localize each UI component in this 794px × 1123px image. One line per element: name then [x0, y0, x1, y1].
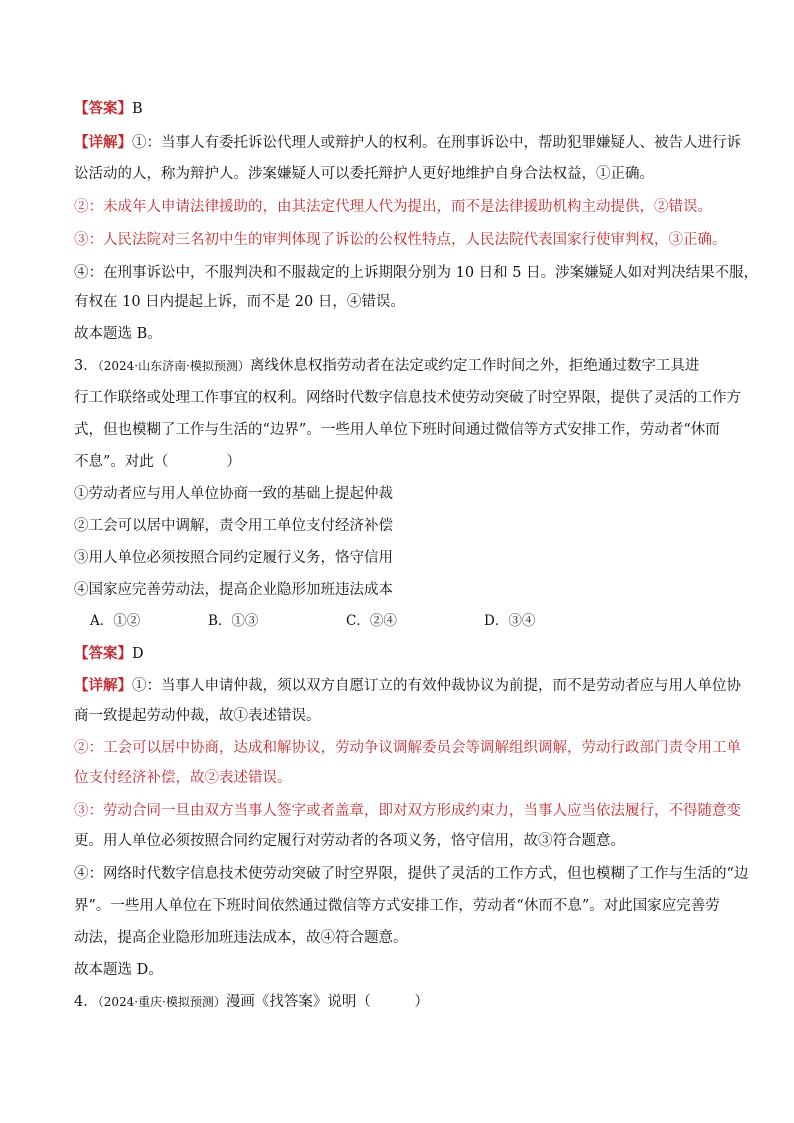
q2-explain-item2: ②：未成年人申请法律援助的，由其法定代理人代为提出，而不是法律援助机构主动提供，②错误。 [74, 199, 712, 215]
q3-explain-item2-line1: ②：工会可以居中协商，达成和解协议，劳动争议调解委员会等调解组织调解，劳动行政部门责令用工单 [74, 740, 741, 756]
question-source: （2024·山东济南·模拟预测） [97, 359, 250, 373]
q3-answer-line [74, 644, 144, 664]
q3-stem-line3: 式，但也模糊了工作与生活的“边界”。一些用人单位下班时间通过微信等方式安排工作，劳动者“休而 [74, 422, 720, 438]
q3-option-b: B．①③ [208, 613, 259, 629]
q3-option-d: D．③④ [484, 613, 536, 629]
q3-stem-line2: 行工作联络或处理工作事宜的权利。网络时代数字信息技术使劳动突破了时空界限，提供了灵活的工作方 [74, 390, 741, 406]
answer-label: 【答案】 [74, 645, 132, 662]
q3-explain-item4-line3: 动法，提高企业隐形加班违法成本，故④符合题意。 [74, 930, 408, 946]
q3-explain-item2-line2: 位支付经济补偿，故②表述错误。 [74, 770, 292, 786]
q2-explain-item4-line2: 有权在 10 日内提起上诉，而不是 20 日，④错误。 [74, 294, 405, 310]
q3-explain-item1-line2: 商一致提起劳动仲裁，故①表述错误。 [74, 708, 321, 724]
q3-statement-4: ④国家应完善劳动法，提高企业隐形加班违法成本 [74, 582, 393, 598]
q3-explain-item4-line2: 界”。一些用人单位在下班时间依然通过微信等方式安排工作，劳动者“休而不息”。对此国家应完善劳 [74, 898, 720, 914]
q3-statement-1: ①劳动者应与用人单位协商一致的基础上提起仲裁 [74, 486, 393, 502]
answer-value: B [132, 101, 143, 117]
q3-statement-3: ③用人单位必须按照合同约定履行义务，恪守信用 [74, 550, 393, 566]
stem-text: 离线休息权指劳动者在法定或约定工作时间之外，拒绝通过数字工具进 [249, 358, 700, 374]
q2-explain-item4-line1: ④：在刑事诉讼中，不服判决和不服裁定的上诉期限分别为 10 日和 5 日。涉案嫌疑人如对判决结果不服， [74, 265, 759, 281]
q3-stem-line1 [74, 356, 699, 376]
q3-explain-item1-line1 [74, 676, 741, 696]
q3-explain-item3-line2: 更。用人单位必须按照合同约定履行对劳动者的各项义务，恪守信用，故③符合题意。 [74, 833, 625, 849]
stem-text: 漫画《找答案》说明（ ） [225, 994, 429, 1010]
q2-answer-line [74, 99, 143, 119]
explain-label: 【详解】 [74, 134, 132, 151]
q3-option-a: A．①② [90, 613, 141, 629]
q2-conclusion: 故本题选 B。 [74, 326, 162, 342]
answer-value: D [132, 646, 144, 662]
explain-text: ①：当事人有委托诉讼代理人或辩护人的权利。在刑事诉讼中，帮助犯罪嫌疑人、被告人进行诉 [132, 135, 741, 151]
answer-label: 【答案】 [74, 100, 132, 117]
q3-statement-2: ②工会可以居中调解，责令用工单位支付经济补偿 [74, 518, 393, 534]
explain-label: 【详解】 [74, 677, 132, 694]
q2-explain-item3: ③：人民法院对三名初中生的审判体现了诉讼的公权性特点，人民法院代表国家行使审判权，③正确。 [74, 232, 727, 248]
q3-explain-item4-line1: ④：网络时代数字信息技术使劳动突破了时空界限，提供了灵活的工作方式，但也模糊了工作与生活的“边 [74, 866, 749, 882]
explain-text: ①：当事人申请仲裁，须以双方自愿订立的有效仲裁协议为前提，而不是劳动者应与用人单位协 [132, 678, 741, 694]
q2-explain-item1-line1 [74, 133, 741, 153]
q3-stem-line4: 不息”。对此（ ） [74, 454, 241, 470]
q3-option-c: C．②④ [346, 613, 397, 629]
q3-explain-item3-line1: ③：劳动合同一旦由双方当事人签字或者盖章，即对双方形成约束力，当事人应当依法履行，不得随意变 [74, 803, 741, 819]
q2-explain-item1-line2: 讼活动的人，称为辩护人。涉案嫌疑人可以委托辩护人更好地维护自身合法权益，①正确。 [74, 166, 654, 182]
question-number: 3． [74, 358, 98, 374]
q3-conclusion: 故本题选 D。 [74, 962, 163, 978]
q4-stem [74, 992, 429, 1012]
question-number: 4． [74, 994, 98, 1010]
question-source: （2024·重庆·模拟预测） [97, 995, 226, 1009]
